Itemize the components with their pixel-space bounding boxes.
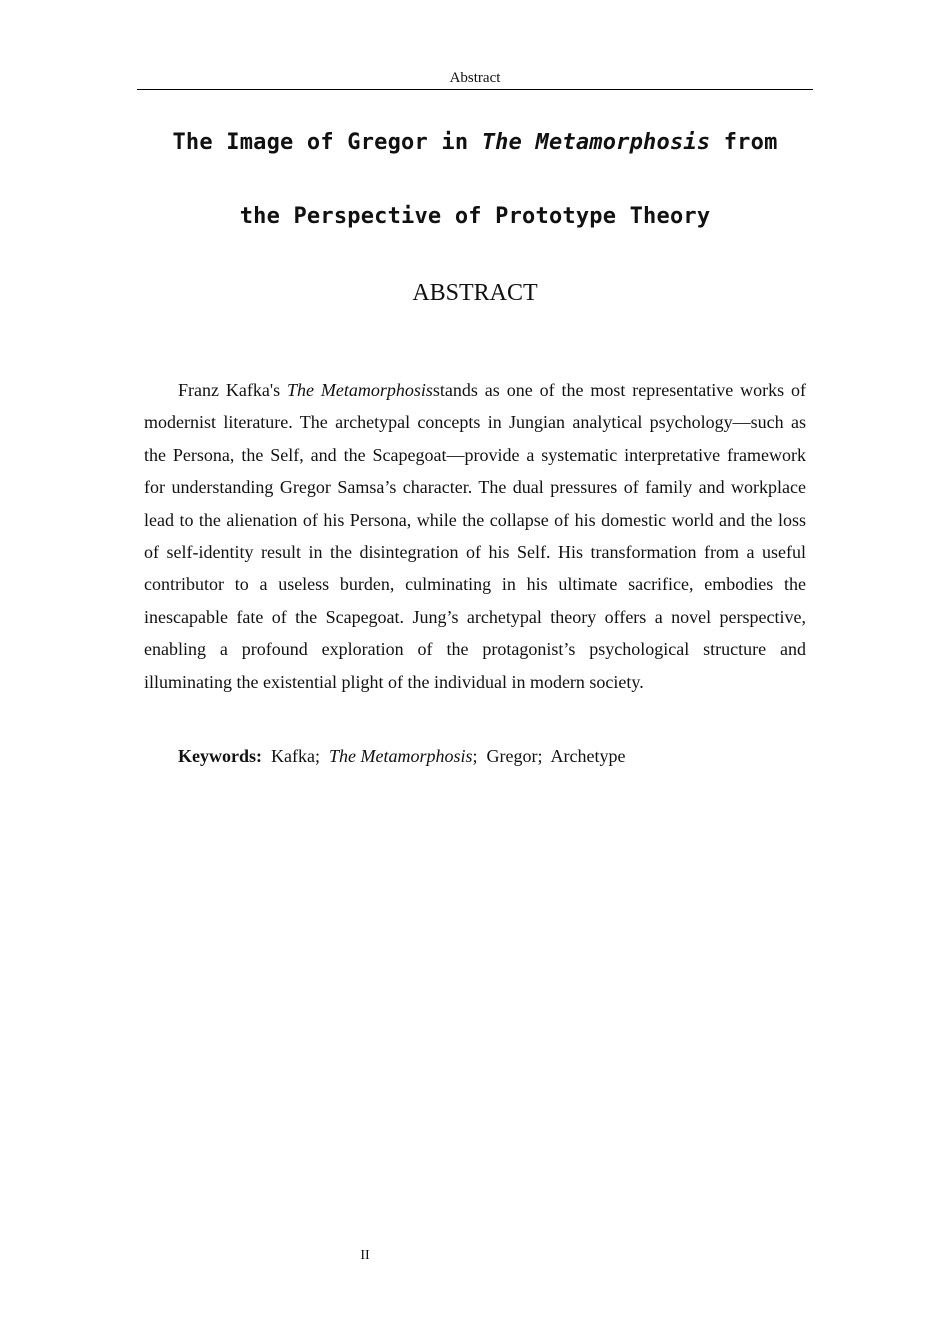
header-rule [137, 89, 813, 90]
keywords-label: Keywords: [178, 746, 262, 766]
abstract-text-rest: stands as one of the most representative works of modernist literature. The archetypal concepts in Jungian analytical psychology—such as the Persona, the Self, and the Scapegoat—provide a systematic interpretative framework for understanding Gregor Samsa’s character. The dual pressures of family and workplace lead to the alienation of his Persona, while the collapse of his domestic world and the loss of self-identity result in the disintegration of his Self. His transformation from a useful contributor to a useless burden, culminating in his ultimate sacrifice, embodies the inescapable fate of the Scapegoat. Jung’s archetypal theory offers a novel perspective, enabling a profound exploration of the protagonist’s psychological structure and illuminating the existential plight of the individual in modern society. [144, 380, 806, 692]
keyword-item: Kafka [271, 746, 315, 766]
keyword-separator: ; [537, 746, 543, 766]
keyword-item: Gregor [486, 746, 538, 766]
running-header: Abstract [449, 70, 501, 86]
abstract-heading: ABSTRACT [412, 280, 538, 306]
document-title-line-1 [137, 128, 813, 158]
keywords-line [178, 741, 626, 771]
abstract-paragraph [144, 374, 806, 698]
document-title-line-2: the Perspective of Prototype Theory [239, 204, 711, 229]
title-text-end: from [710, 130, 778, 155]
keyword-item: Archetype [550, 746, 626, 766]
abstract-italic-work: The Metamorphosis [287, 380, 433, 400]
title-italic-work: The Metamorphosis [481, 130, 711, 155]
abstract-text-start: Franz Kafka's [178, 380, 287, 400]
keyword-item: The Metamorphosis [329, 746, 473, 766]
keyword-separator: ; [472, 746, 478, 766]
page-number: II [360, 1248, 370, 1263]
keyword-separator: ; [314, 746, 320, 766]
title-text-start: The Image of Gregor in [172, 130, 482, 155]
